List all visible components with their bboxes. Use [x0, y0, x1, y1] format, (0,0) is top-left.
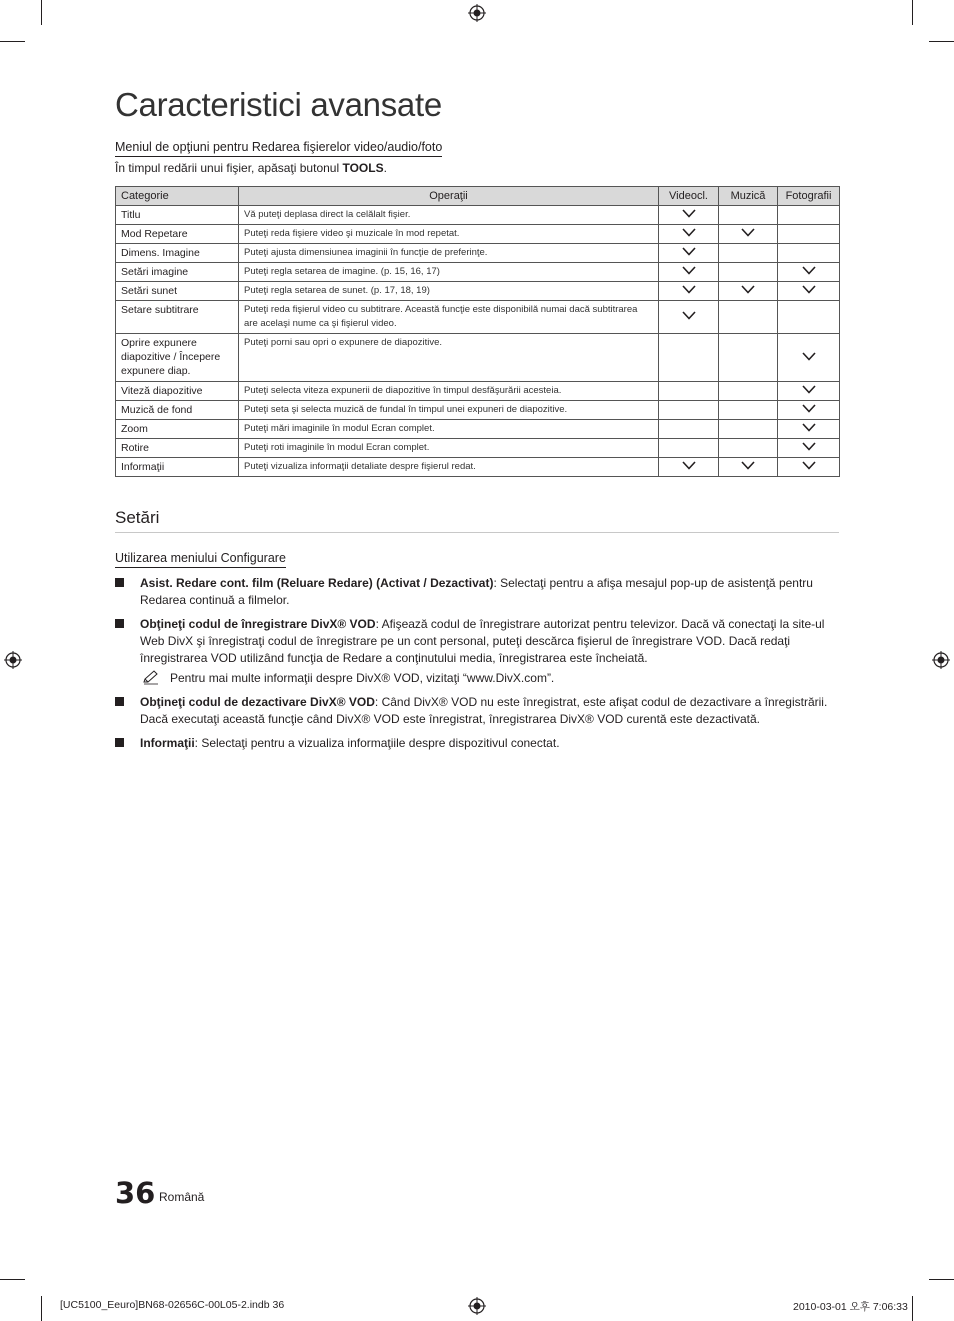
row-category: Titlu	[116, 206, 239, 225]
row-photo-support	[778, 225, 840, 244]
intro-text: În timpul redării unui fişier, apăsaţi butonul	[115, 161, 343, 175]
row-operation: Puteţi roti imaginile în modul Ecran complet.	[239, 439, 659, 458]
note-pencil-icon	[142, 669, 160, 685]
check-icon	[741, 285, 755, 294]
check-icon	[682, 247, 696, 256]
settings-item-label: Informaţii	[140, 736, 195, 750]
row-category: Viteză diapozitive	[116, 382, 239, 401]
row-operation: Puteţi reda fişiere video şi muzicale în mod repetat.	[239, 225, 659, 244]
column-header-music: Muzică	[719, 187, 778, 206]
row-video-support	[659, 301, 719, 334]
table-row	[116, 420, 840, 439]
row-category: Informaţii	[116, 458, 239, 477]
column-header-photo: Fotografii	[778, 187, 840, 206]
settings-item	[115, 575, 839, 609]
settings-item-text: : Selectaţi pentru a vizualiza informaţiile despre dispozitivul conectat.	[194, 736, 560, 750]
settings-item-label: Asist. Redare cont. film (Reluare Redare) (Activat / Dezactivat)	[140, 576, 494, 590]
row-operation: Puteţi porni sau opri o expunere de diapozitive.	[239, 334, 659, 382]
row-operation: Puteţi seta şi selecta muzică de fundal în timpul unei expuneri de diapozitive.	[239, 401, 659, 420]
table-row	[116, 401, 840, 420]
intro-end: .	[383, 161, 387, 175]
row-music-support	[719, 382, 778, 401]
bullet-square-icon	[115, 578, 124, 587]
settings-item-label: Obţineţi codul de dezactivare DivX® VOD	[140, 695, 375, 709]
check-icon	[682, 228, 696, 237]
row-music-support	[719, 263, 778, 282]
check-icon	[741, 461, 755, 470]
settings-heading: Utilizarea meniului Configurare	[115, 551, 286, 568]
registration-mark-icon	[468, 1297, 486, 1315]
settings-item	[115, 616, 839, 687]
row-video-support	[659, 382, 719, 401]
column-header-category: Categorie	[116, 187, 239, 206]
check-icon	[682, 285, 696, 294]
row-operation: Puteţi ajusta dimensiunea imaginii în funcţie de preferinţe.	[239, 244, 659, 263]
crop-mark	[0, 41, 25, 42]
table-row	[116, 334, 840, 382]
row-video-support	[659, 225, 719, 244]
row-video-support	[659, 439, 719, 458]
table-row	[116, 263, 840, 282]
settings-item-text: : Afişează codul de înregistrare autorizat pentru televizor. Dacă vă conectaţi la site-ul Web DivX şi înregistraţi codul de înregistrare pe un cont personal, puteţi descărca fişierul de înregistrare VOD. Dacă redaţi înregistrarea VOD utilizând funcţia de Redare a conţinutului media, înregistrarea este încheiată.	[140, 617, 825, 665]
page-title: Caracteristici avansate	[115, 86, 442, 123]
crop-mark	[41, 1296, 42, 1321]
row-category: Setare subtitrare	[116, 301, 239, 334]
row-photo-support	[778, 439, 840, 458]
row-category: Muzică de fond	[116, 401, 239, 420]
row-operation: Puteţi regla setarea de imagine. (p. 15, 16, 17)	[239, 263, 659, 282]
settings-item-text: : Selectaţi pentru a afişa mesajul pop-up de asistenţă pentru Redarea continuă a filmelor.	[140, 576, 813, 607]
row-video-support	[659, 458, 719, 477]
row-music-support	[719, 282, 778, 301]
table-row	[116, 282, 840, 301]
row-music-support	[719, 420, 778, 439]
row-photo-support	[778, 401, 840, 420]
registration-mark-icon	[4, 651, 22, 669]
table-row	[116, 244, 840, 263]
column-header-video: Videocl.	[659, 187, 719, 206]
row-video-support	[659, 334, 719, 382]
check-icon	[802, 352, 816, 361]
row-photo-support	[778, 334, 840, 382]
row-video-support	[659, 263, 719, 282]
row-photo-support	[778, 282, 840, 301]
page-number: 36	[115, 1176, 156, 1210]
row-category: Zoom	[116, 420, 239, 439]
footer-file-info: [UC5100_Eeuro]BN68-02656C-00L05-2.indb 36	[60, 1299, 285, 1311]
row-video-support	[659, 244, 719, 263]
row-music-support	[719, 206, 778, 225]
row-music-support	[719, 458, 778, 477]
row-category: Mod Repetare	[116, 225, 239, 244]
row-video-support	[659, 420, 719, 439]
row-photo-support	[778, 263, 840, 282]
crop-mark	[929, 41, 954, 42]
settings-item-note	[140, 670, 839, 687]
row-music-support	[719, 401, 778, 420]
table-row	[116, 439, 840, 458]
row-video-support	[659, 401, 719, 420]
footer-datetime: 2010-03-01 오후 7:06:33	[793, 1301, 908, 1313]
row-photo-support	[778, 206, 840, 225]
check-icon	[802, 385, 816, 394]
settings-title: Setări	[115, 508, 839, 533]
settings-item	[115, 694, 839, 728]
table-row	[116, 458, 840, 477]
check-icon	[682, 266, 696, 275]
bullet-square-icon	[115, 738, 124, 747]
check-icon	[802, 442, 816, 451]
options-menu-intro	[115, 161, 387, 175]
check-icon	[802, 266, 816, 275]
table-row	[116, 206, 840, 225]
row-photo-support	[778, 458, 840, 477]
row-music-support	[719, 225, 778, 244]
table-header-row	[116, 187, 840, 206]
column-header-operations: Operaţii	[239, 187, 659, 206]
settings-item	[115, 735, 839, 752]
crop-mark	[0, 1279, 25, 1280]
table-row	[116, 225, 840, 244]
row-video-support	[659, 282, 719, 301]
row-video-support	[659, 206, 719, 225]
row-operation: Puteţi vizualiza informaţii detaliate despre fişierul redat.	[239, 458, 659, 477]
row-category: Rotire	[116, 439, 239, 458]
crop-mark	[912, 1296, 913, 1321]
options-menu-heading: Meniul de opţiuni pentru Redarea fişierelor video/audio/foto	[115, 140, 442, 157]
bullet-square-icon	[115, 697, 124, 706]
row-operation: Vă puteţi deplasa direct la celălalt fişier.	[239, 206, 659, 225]
note-text: Pentru mai multe informaţii despre DivX® VOD, vizitaţi “www.DivX.com”.	[170, 671, 555, 685]
row-category: Dimens. Imagine	[116, 244, 239, 263]
table-row	[116, 382, 840, 401]
row-music-support	[719, 439, 778, 458]
row-music-support	[719, 244, 778, 263]
row-photo-support	[778, 382, 840, 401]
row-photo-support	[778, 301, 840, 334]
row-category: Setări sunet	[116, 282, 239, 301]
page-language: Română	[159, 1190, 205, 1204]
registration-mark-icon	[468, 4, 486, 22]
row-category: Setări imagine	[116, 263, 239, 282]
check-icon	[802, 285, 816, 294]
settings-item-text: : Când DivX® VOD nu este înregistrat, este afişat codul de dezactivare a înregistrării. Dacă executaţi această funcţie când DivX® VOD este înregistrat, înregistrarea DivX® VOD curentă este dezactivată.	[140, 695, 828, 726]
settings-list	[115, 575, 839, 759]
row-operation: Puteţi mări imaginile în modul Ecran complet.	[239, 420, 659, 439]
check-icon	[802, 423, 816, 432]
check-icon	[682, 311, 696, 320]
check-icon	[682, 209, 696, 218]
row-music-support	[719, 334, 778, 382]
check-icon	[682, 461, 696, 470]
settings-item-label: Obţineţi codul de înregistrare DivX® VOD	[140, 617, 376, 631]
crop-mark	[912, 0, 913, 25]
check-icon	[802, 461, 816, 470]
row-photo-support	[778, 420, 840, 439]
registration-mark-icon	[932, 651, 950, 669]
row-operation: Puteţi regla setarea de sunet. (p. 17, 18, 19)	[239, 282, 659, 301]
bullet-square-icon	[115, 619, 124, 628]
check-icon	[741, 228, 755, 237]
row-photo-support	[778, 244, 840, 263]
table-row	[116, 301, 840, 334]
check-icon	[802, 404, 816, 413]
options-table	[115, 186, 840, 477]
tools-button-label: TOOLS	[342, 161, 384, 175]
row-operation: Puteţi selecta viteza expunerii de diapozitive în timpul desfăşurării acesteia.	[239, 382, 659, 401]
crop-mark	[41, 0, 42, 25]
crop-mark	[929, 1279, 954, 1280]
row-category: Oprire expunere diapozitive / Începere expunere diap.	[116, 334, 239, 382]
row-operation: Puteţi reda fişierul video cu subtitrare. Această funcţie este disponibilă numai dacă subtitrarea are acelaşi nume ca şi fişierul video.	[239, 301, 659, 334]
row-music-support	[719, 301, 778, 334]
